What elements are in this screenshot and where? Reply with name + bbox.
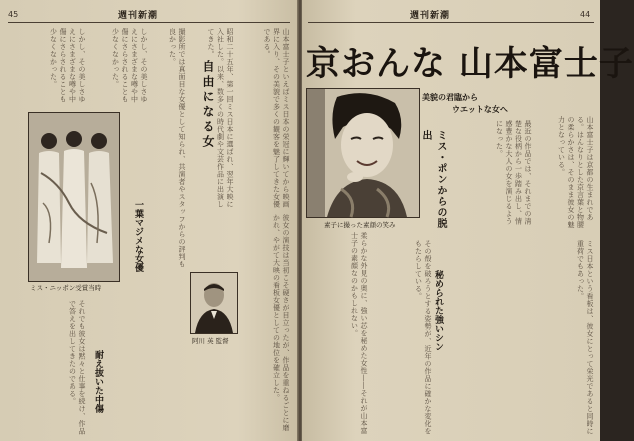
body-column: 昭和二十五年、第一回ミス日本に選ばれ、翌年大映に入社した。以来、数多くの時代劇や文芸作品に出演してきた。: [207, 28, 234, 208]
subsection-title: 一葉マジメな女優: [133, 200, 143, 272]
article-title: [306, 36, 634, 85]
group-photo-caption: ミス・ニッポン受賞当時: [30, 284, 102, 292]
body-column: 最近の作品では、それまでの清楚な役柄から一歩踏み出し、情感豊かな大人の女を演じるようになった。: [495, 120, 532, 225]
director-photo: [190, 272, 238, 334]
section-title: ミス・ポンからの脱出: [420, 130, 446, 229]
portrait-photo: [306, 88, 420, 218]
header-rule-left: [8, 22, 290, 23]
section-title-2: 秘められた強いシン: [433, 270, 443, 351]
body-column: それでも彼女は黙々と仕事を続け、作品で答えを出してきたのである。: [68, 300, 86, 435]
page-number-left: 45: [8, 10, 19, 19]
body-column: しかし、その美しさゆえにさまざまな噂や中傷にさらされることも少なくなかった。: [49, 28, 86, 103]
group-photo: [28, 112, 120, 282]
left-page: [0, 0, 298, 441]
body-column: ミス日本という看板は、彼女にとって栄光であると同時に重荷でもあった。: [576, 240, 594, 435]
subsection-title: 耐え抜いた中傷: [93, 350, 103, 413]
director-photo-caption: 阿川 英 監督: [192, 337, 229, 345]
article-title-text: 京おんな 山本富士子: [306, 44, 634, 84]
body-column: その殻を破ろうとする姿勢が、近年の作品に確かな変化をもたらしている。: [414, 240, 432, 435]
running-head-right: 週刊新潮: [410, 11, 451, 21]
running-head-left: 週刊新潮: [118, 11, 159, 21]
group-photo-image: [29, 113, 119, 281]
director-photo-image: [191, 273, 237, 333]
right-page: [302, 0, 634, 441]
portrait-caption: 素子に撮った素顔の笑み: [324, 221, 396, 229]
body-column: 柔らかな外見の奥に、強い芯を秘めた女性――それが山本富士子の素顔なのかもしれない。: [350, 232, 368, 435]
body-column: 彼女の演技は当初こそ硬さが目立ったが、作品を重ねるごとに磨かれ、やがて大映の看板女優としての地位を確立した。: [272, 214, 290, 432]
body-column: 撮影所では真面目な女優として知られ、共演者やスタッフからの評判も良かった。: [168, 28, 186, 268]
page-number-right: 44: [580, 10, 591, 19]
tagline-1: 美貌の君臨から: [422, 93, 478, 102]
body-column: 山本富士子は京都の生まれである。はんなりとした京言葉と物腰の柔らかさは、そのまま彼女の魅力となっている。: [557, 116, 594, 229]
section-title: 自由になる女: [201, 60, 215, 150]
body-column: しかし、その美しさゆえにさまざまな噂や中傷にさらされることも少なくなかった。: [111, 28, 148, 103]
header-rule-right: [308, 22, 594, 23]
tagline-2: ウエットな女へ: [452, 105, 508, 114]
portrait-photo-image: [307, 89, 419, 217]
body-column: 山本富士子といえばミス日本の栄冠に輝いてから映画界に入り、その美貌で多くの観客を魅了してきた女優である。: [263, 28, 290, 208]
